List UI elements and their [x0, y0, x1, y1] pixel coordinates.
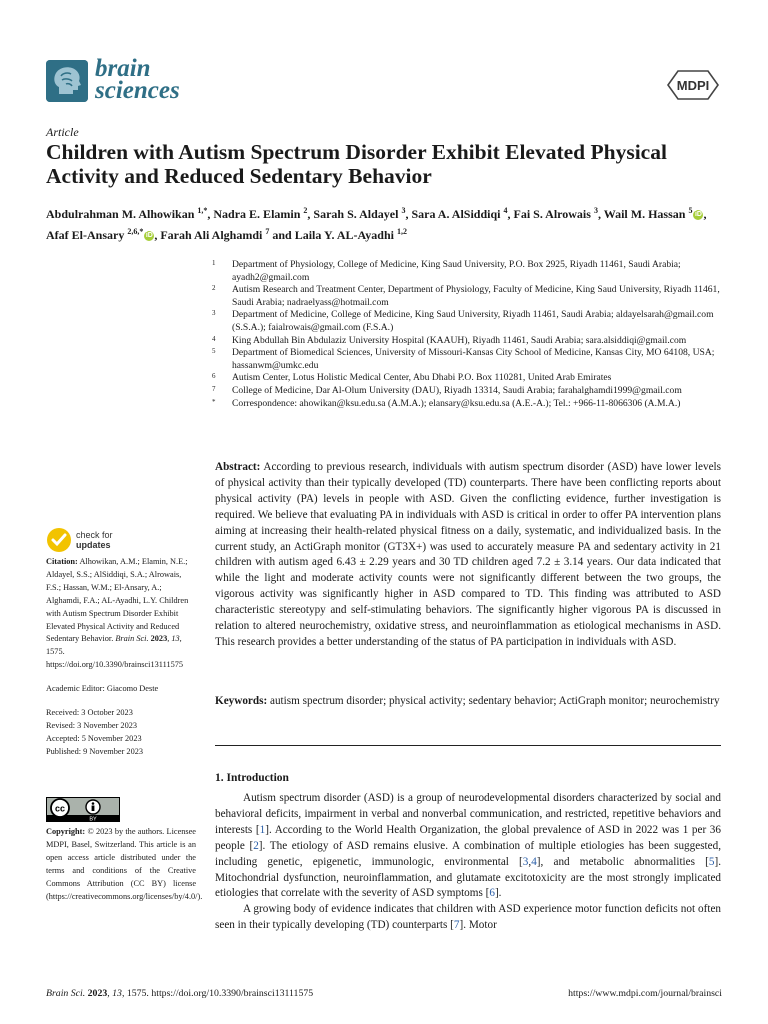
copyright-notice — [46, 826, 203, 903]
affiliation-text: Department of Physiology, College of Medicine, King Saud University, P.O. Box 2925, Riyadh 11461, Saudi Arabia; ayadh2@gmail.com — [232, 259, 681, 283]
citation-ref-link[interactable]: 6 — [489, 887, 495, 900]
author-affiliation-marker: 2,6,* — [127, 227, 144, 236]
citation-year: 2023 — [150, 634, 168, 644]
affiliation-number: 2 — [212, 284, 216, 293]
affiliation-number: 4 — [212, 334, 216, 343]
copyright-text: © 2023 by the authors. Licensee MDPI, Basel, Switzerland. This article is an open access article distributed under the terms and conditions of the Creative Commons Attribution (CC BY) license (https://creativecommons.org/licenses/by/4.0/). — [46, 827, 203, 901]
affiliation-text: King Abdullah Bin Abdulaziz University Hospital (KAAUH), Riyadh 11461, Saudi Arabia; sara.alsiddiqi@gmail.com — [232, 334, 687, 346]
affiliation-item — [212, 284, 732, 309]
footer-citation: Brain Sci. 2023, 13, 1575. https://doi.org/10.3390/brainsci13111575 — [46, 988, 314, 999]
keywords — [215, 694, 721, 710]
affiliation-number: 5 — [212, 347, 216, 356]
affiliation-number: 7 — [212, 384, 216, 393]
sidebar-info — [46, 556, 194, 759]
footer-journal-url[interactable]: https://www.mdpi.com/journal/brainsci — [568, 988, 722, 999]
footer-year: 2023 — [87, 988, 108, 999]
citation-doi[interactable]: , 1575. https://doi.org/10.3390/brainsci13111575 — [46, 634, 184, 670]
author-name: Afaf El-Ansary $^{2,6,*}$ — [46, 227, 144, 242]
keywords-label: Keywords: — [215, 695, 268, 707]
author-name: Nadra E. Elamin $^2$ — [213, 206, 308, 221]
keywords-text: autism spectrum disorder; physical activity; sedentary behavior; ActiGraph monitor; neurochemistry — [270, 695, 720, 707]
article-type: Article — [46, 125, 79, 139]
paragraph: A growing body of evidence indicates that children with ASD experience motor function deficits not often seen in their typically developing (TD) counterparts [7]. Motor — [215, 903, 721, 932]
date-received: Received: 3 October 2023 — [46, 708, 133, 718]
paragraph: Autism spectrum disorder (ASD) is a group of neurodevelopmental disorders characterized by social and behavioral deficits, impairment in verbal and nonverbal communication, and restricted, repetitive behaviors and interests [1]. According to the World Health Organization, the global prevalence of ASD in 2022 was 1 per 36 people [2]. The etiology of ASD remains elusive. A combination of multiple etiologies has been suggested, including genetic, epigenetic, immunologic, environmental [3,4], and metabolic abnormalities [5]. Mitochondrial dysfunction, neuroinflammation, and glutamate excitotoxicity are the most strongly implicated etiologies that correlate with the severity of ASD symptoms [6]. — [215, 792, 722, 900]
author-affiliation-marker: 2 — [303, 206, 308, 215]
check-updates-icon — [46, 527, 72, 553]
affiliation-item — [212, 372, 732, 385]
affiliation-item — [212, 335, 732, 348]
check-updates-line1: check for — [76, 530, 113, 540]
author-name: Sara A. AlSiddiqi $^4$ — [411, 206, 508, 221]
copyright-label: Copyright: — [46, 827, 86, 836]
author-affiliation-marker: 7 — [265, 227, 270, 236]
author-affiliation-marker: 3 — [401, 206, 406, 215]
check-for-updates-button[interactable] — [46, 527, 113, 553]
date-accepted: Accepted: 5 November 2023 — [46, 733, 142, 743]
author-name: Wail M. Hassan $^5$ — [603, 206, 693, 221]
affiliation-text: Correspondence: ahowikan@ksu.edu.sa (A.M.A.); elansary@ksu.edu.sa (A.E.-A.); Tel.: +966-11-8066306 (A.M.A.) — [232, 397, 681, 409]
journal-name-line1: brain — [95, 55, 151, 82]
author-name: Abdulrahman M. Alhowikan $^{1,*}$ — [46, 206, 208, 221]
affiliation-item — [212, 347, 732, 372]
article-title: Children with Autism Spectrum Disorder Exhibit Elevated Physical Activity and Reduced Sedentary Behavior — [46, 140, 667, 188]
affiliation-number: * — [212, 397, 216, 406]
footer-doi[interactable]: , 1575. https://doi.org/10.3390/brainsci13111575 — [121, 988, 314, 999]
footer-volume: 13 — [112, 988, 122, 999]
citation-journal: Brain Sci. — [115, 634, 149, 644]
orcid-icon[interactable]: iD — [694, 211, 702, 219]
author-name: Laila Y. AL-Ayadhi $^{1,2}$ — [294, 227, 407, 242]
footer-journal: Brain Sci. — [46, 988, 86, 999]
publication-dates — [46, 707, 194, 759]
check-updates-line2: updates — [76, 540, 111, 550]
journal-logo-icon — [46, 60, 88, 102]
journal-name — [95, 55, 180, 104]
citation-text: Alhowikan, A.M.; Elamin, N.E.; Aldayel, S.S.; AlSiddiqi, S.A.; Alrowais, F.S.; Hassan, W.M.; El-Ansary, A.; Alghamdi, F.A.; AL-Ayadhi, L.Y. Children with Autism Spectrum Disorder Exhibit Elevated Physical Activity and Reduced Sedentary Behavior. — [46, 557, 189, 644]
author-affiliation-marker: 1,* — [197, 206, 208, 215]
svg-text:cc: cc — [54, 803, 66, 814]
abstract-text: According to previous research, individuals with autism spectrum disorder (ASD) have lower levels of physical activity than their typically developed (TD) counterparts. There have been conflicting reports about physical activity (PA) levels in people with ASD. Given the conflicting evidence, further investigation is required. We believe that evaluating PA in individuals with ASD is critical in order to offer PA intervention plans aiming at increasing their health-related physical fitness on a daily, systematic, and individualized basis. In the current study, an ActiGraph monitor (GT3X+) was used to accurately measure PA and sedentary activity in 21 children with autism aged 6.43 ± 2.29 years and 30 TD children aged 7.2 ± 3.14 years. Our data indicated that while the light and moderate activity counts were not significantly different between the two groups, the vigorous activity was significantly higher in ASD compared to TD. This finding was attributed to ASD characteristic stereotypy and self-stimulating behaviors. The significantly higher vigorous PA is discussed in relation to altered neurochemistry, oxidative stress, and neuroinflammation as etiological mechanisms in ASD. This research provides a better understanding of the status of PA participation in individuals with ASD. — [215, 461, 721, 648]
journal-name-line2: sciences — [95, 77, 180, 104]
academic-editor: Academic Editor: Giacomo Deste — [46, 684, 159, 694]
mdpi-logo — [664, 68, 722, 107]
author-name: Sarah S. Aldayel $^3$ — [313, 206, 406, 221]
affiliation-text: Autism Center, Lotus Holistic Medical Center, Abu Dhabi P.O. Box 110281, United Arab Emirates — [232, 372, 612, 384]
author-list: Abdulrahman M. Alhowikan $^{1,*}$, Nadra E. Elamin $^2$, Sarah S. Aldayel $^3$, Sara A. AlSiddiqi $^4$, Fai S. Alrowais $^3$, Wail M. Hassan $^5$ iD , Afaf El-Ansary $^{2,6,*}$ iD , Farah Ali Alghamdi $^7$ and Laila Y. AL-Ayadhi $^{1,2}$ — [46, 206, 707, 242]
affiliation-item — [212, 385, 732, 398]
affiliation-text: Department of Biomedical Sciences, University of Missouri-Kansas City School of Medicine, Kansas City, MO 64108, USA; hassanwm@umkc.edu — [232, 347, 715, 371]
citation-ref-link[interactable]: 2 — [253, 839, 259, 852]
affiliation-number: 6 — [212, 372, 216, 381]
affiliation-text: Department of Medicine, College of Medicine, King Saud University, Riyadh 11461, Saudi Arabia; aldayelsarah@gmail.com (S.S.A.); faialrowais@gmail.com (F.S.A.) — [232, 309, 714, 333]
affiliation-item — [212, 309, 732, 334]
citation-ref-link[interactable]: 7 — [453, 919, 460, 932]
affiliation-number: 3 — [212, 309, 216, 318]
author-affiliation-marker: 4 — [503, 206, 508, 215]
citation-ref-link[interactable]: 4 — [531, 855, 537, 868]
author-name: Fai S. Alrowais $^3$ — [513, 206, 598, 221]
orcid-icon[interactable]: iD — [145, 232, 153, 240]
affiliation-number: 1 — [212, 259, 216, 267]
affiliation-item — [212, 259, 732, 284]
author-affiliation-marker: 5 — [688, 206, 693, 215]
affiliation-item — [212, 398, 732, 411]
author-affiliation-marker: 3 — [593, 206, 598, 215]
cc-by-license-badge[interactable] — [46, 797, 120, 827]
introduction-body — [215, 791, 721, 934]
abstract-label: Abstract: — [215, 461, 261, 473]
section-divider — [215, 745, 721, 746]
citation-ref-link[interactable]: 5 — [708, 855, 715, 868]
date-published: Published: 9 November 2023 — [46, 746, 144, 756]
citation-ref-link[interactable]: 1 — [259, 823, 266, 836]
affiliation-list — [212, 259, 732, 410]
publisher-name: MDPI — [676, 78, 710, 93]
citation-volume: 13 — [171, 634, 180, 644]
citation-ref-link[interactable]: 3 — [522, 855, 529, 868]
cc-by-label: BY — [89, 816, 97, 822]
date-revised: Revised: 3 November 2023 — [46, 720, 138, 730]
citation: Citation: Alhowikan, A.M.; Elamin, N.E.; Aldayel, S.S.; AlSiddiqi, S.A.; Alrowais, F.S.; Hassan, W.M.; El-Ansary, A.; Alghamdi, F.A.; AL-Ayadhi, L.Y. Children with Autism Spectrum Disorder Exhibit Elevated Physical Activity and Reduced Sedentary Behavior. Brain Sci. 2023, 13, 1575. https://doi.org/10.3390/brainsci13111575 — [46, 557, 189, 670]
author-affiliation-marker: 1,2 — [396, 227, 407, 236]
abstract — [215, 460, 721, 651]
affiliation-text: Autism Research and Treatment Center, Department of Physiology, Faculty of Medicine, King Saud University, Riyadh 11461, Saudi Arabia; nadraelyass@hotmail.com — [232, 284, 720, 308]
author-name: Farah Ali Alghamdi $^7$ — [160, 227, 270, 242]
section-heading: 1. Introduction — [215, 772, 289, 784]
citation-label: Citation: — [46, 557, 78, 566]
affiliation-text: College of Medicine, Dar Al-Olum University (DAU), Riyadh 13314, Saudi Arabia; farahalghamdi1999@gmail.com — [232, 384, 682, 396]
